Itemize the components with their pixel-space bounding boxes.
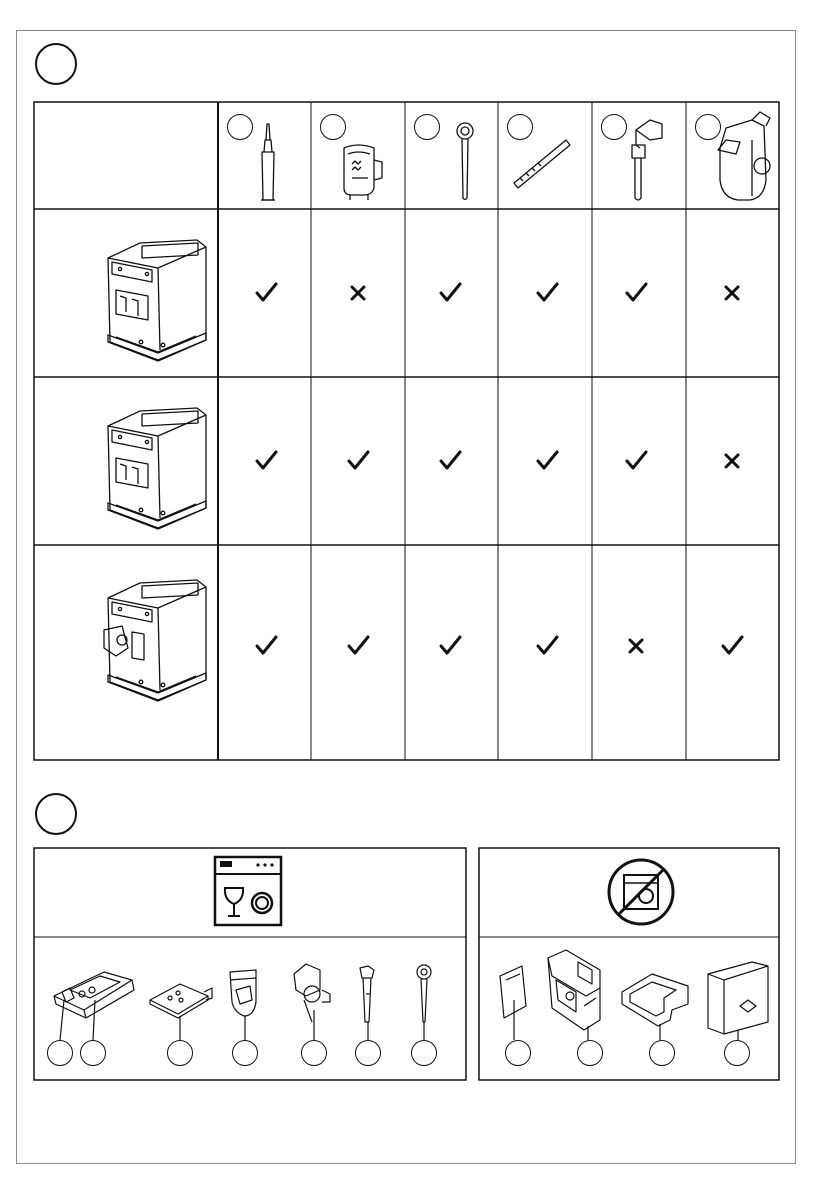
cross-mark-icon xyxy=(726,287,738,299)
check-mark-icon xyxy=(441,637,460,653)
part-badge xyxy=(167,1040,193,1066)
check-mark-icon xyxy=(538,452,557,468)
part-badge xyxy=(301,1040,327,1066)
check-mark-icon xyxy=(627,452,646,468)
measuring-scoop-part-icon xyxy=(417,965,431,1040)
drip-tray-icon xyxy=(54,972,134,1040)
part-badge xyxy=(724,1040,750,1066)
drip-tray-cover-icon xyxy=(150,984,212,1040)
part-badge xyxy=(355,1040,381,1066)
frother-tube-icon xyxy=(360,966,374,1040)
brew-group-icon xyxy=(548,950,600,1040)
check-mark-icon xyxy=(538,637,557,653)
water-tank-icon xyxy=(708,962,768,1040)
accessory-badge xyxy=(507,114,533,140)
check-mark-icon xyxy=(723,637,742,653)
check-mark-icon xyxy=(627,284,646,300)
part-badge xyxy=(80,1040,106,1066)
milk-frother-icon xyxy=(632,120,662,200)
coffee-exit-panel-icon xyxy=(500,966,526,1040)
cross-mark-icon xyxy=(726,455,738,467)
check-mark-icon xyxy=(257,637,276,653)
cross-mark-icon xyxy=(630,640,642,652)
check-mark-icon xyxy=(349,452,368,468)
milk-frother-part-icon xyxy=(294,964,330,1040)
check-mark-icon xyxy=(538,284,557,300)
cross-mark-icon xyxy=(352,287,364,299)
dishwasher-safe-icon xyxy=(215,857,281,925)
availability-marks xyxy=(257,284,742,653)
grease-tube-icon xyxy=(261,124,275,200)
water-filter-icon xyxy=(344,145,382,200)
check-mark-icon xyxy=(441,452,460,468)
coffee-machine-row-3 xyxy=(104,580,206,701)
accessory-badge xyxy=(601,114,627,140)
accessory-badge xyxy=(320,114,346,140)
part-badge xyxy=(411,1040,437,1066)
check-mark-icon xyxy=(349,637,368,653)
coffee-machine-row-2 xyxy=(108,408,206,529)
part-badge xyxy=(47,1040,73,1066)
measuring-scoop-icon xyxy=(457,123,473,200)
coffee-grounds-container-icon xyxy=(230,970,256,1040)
bean-hopper-lid-icon xyxy=(622,974,688,1040)
accessory-badge xyxy=(695,114,721,140)
not-dishwasher-safe-icon xyxy=(609,860,673,924)
part-badge xyxy=(577,1040,603,1066)
water-hardness-test-strip-icon xyxy=(514,140,570,188)
milk-jug-icon xyxy=(718,112,770,200)
accessory-badge xyxy=(414,114,440,140)
part-badge xyxy=(649,1040,675,1066)
check-mark-icon xyxy=(257,284,276,300)
part-badge xyxy=(505,1040,531,1066)
check-mark-icon xyxy=(441,284,460,300)
check-mark-icon xyxy=(257,452,276,468)
coffee-machine-row-1 xyxy=(108,240,206,361)
accessory-badge xyxy=(227,114,253,140)
part-badge xyxy=(232,1040,258,1066)
